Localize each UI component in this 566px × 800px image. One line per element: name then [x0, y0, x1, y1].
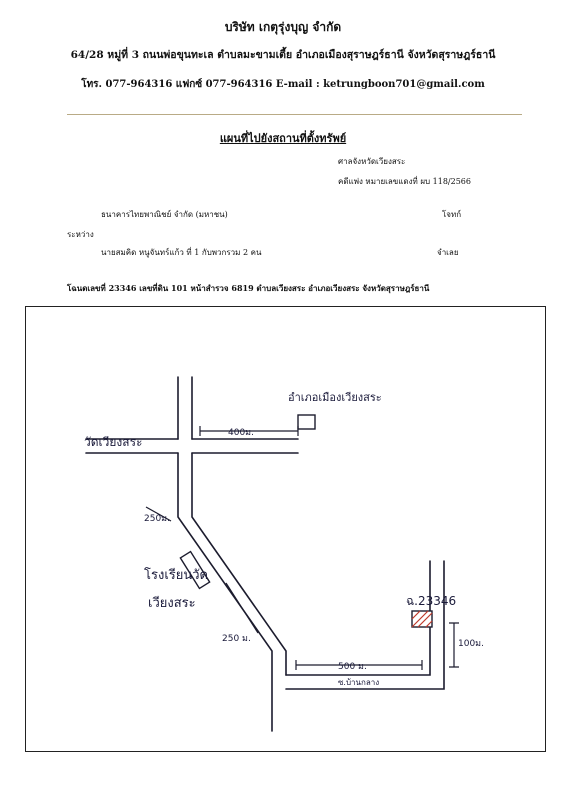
defendant-role: จำเลย — [437, 248, 459, 257]
location-map — [25, 306, 546, 752]
court-name: ศาลจังหวัดเวียงสระ — [338, 157, 406, 166]
document-title: แผนที่ไปยังสถานที่ตั้งทรัพย์ — [219, 132, 347, 145]
dim-road-upper-label: 250ม. — [144, 514, 170, 524]
dimension-lines — [146, 426, 459, 670]
defendant-name: นายสมคิด หนูจันทร์แก้ว ที่ 1 กับพวกรวม 2 คน — [101, 248, 262, 257]
company-contact: โทร. 077-964316 แฟกซ์ 077-964316 E-mail : ketrungboon701@gmail.com — [81, 79, 485, 90]
plaintiff-name: ธนาคารไทยพาณิชย์ จำกัด (มหาชน) — [101, 210, 228, 219]
school-label-line1: โรงเรียนวัด — [144, 568, 208, 583]
case-number: คดีแพ่ง หมายเลขแดงที่ ผบ 118/2566 — [338, 177, 471, 186]
deed-description: โฉนดเลขที่ 23346 เลขที่ดิน 101 หน้าสำรวจ 6819 ตำบลเวียงสระ อำเภอเวียงสระ จังหวัดสุราษฎร์ธานี — [67, 283, 430, 293]
roads — [86, 377, 444, 731]
district-office-label: อำเภอเมืองเวียงสระ — [288, 391, 382, 404]
company-name: บริษัท เกตุรุ่งบุญ จำกัด — [224, 20, 342, 34]
header-divider — [67, 114, 522, 115]
plaintiff-role: โจทก์ — [442, 210, 462, 219]
dim-office-label: 400ม. — [228, 428, 254, 438]
between-label: ระหว่าง — [67, 230, 94, 239]
side-road-top-edge — [286, 561, 430, 675]
temple-label: วัดเวียงสระ — [84, 435, 143, 449]
dim-road-lower-line — [226, 583, 258, 633]
deed-label: ฉ.23346 — [406, 594, 457, 608]
district-office-marker — [298, 415, 315, 429]
company-address: 64/28 หมู่ที่ 3 ถนนพ่อขุนทะเล ตำบลมะขามเตี้ย อำเภอเมืองสุราษฎร์ธานี จังหวัดสุราษฎร์ธานี — [70, 49, 496, 61]
dim-plot-label: 100ม. — [458, 639, 484, 649]
dim-bottom-label: 500 ม. — [338, 662, 367, 672]
school-label-line2: เวียงสระ — [148, 596, 196, 611]
deed-plot-marker — [412, 611, 432, 627]
dim-road-lower-label: 250 ม. — [222, 634, 251, 644]
bottom-road-label: ซ.บ้านกลาง — [338, 678, 380, 687]
map-drawing — [26, 307, 547, 753]
